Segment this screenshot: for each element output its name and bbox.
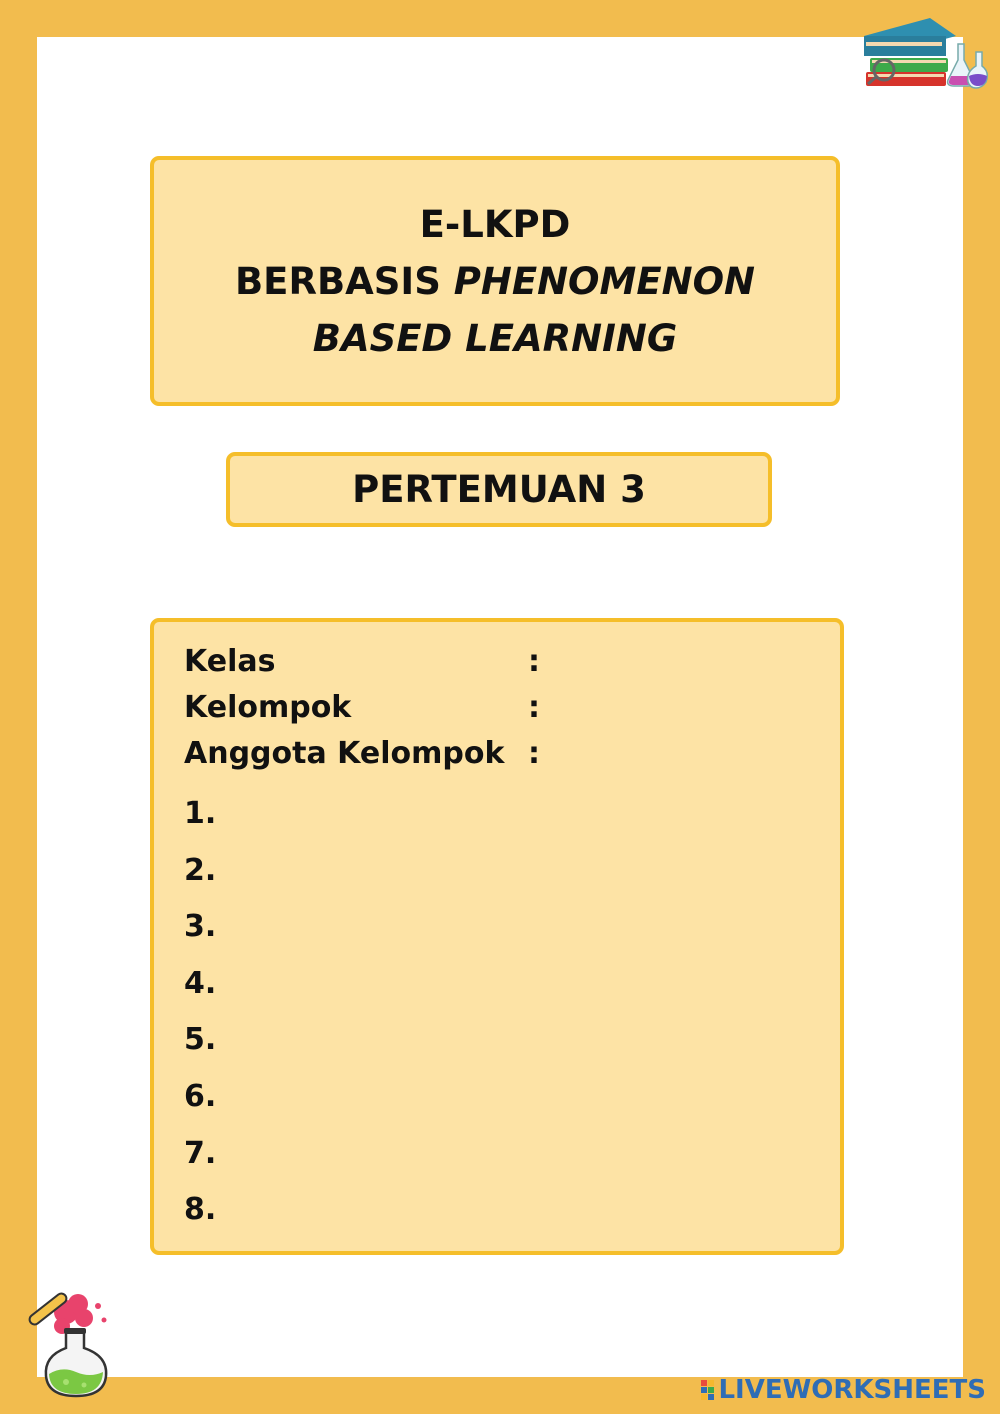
member-item-3[interactable]: 3.: [184, 909, 217, 944]
member-item-7[interactable]: 7.: [184, 1136, 217, 1171]
field-colon: :: [528, 690, 540, 725]
member-item-1[interactable]: 1.: [184, 796, 217, 831]
member-item-8[interactable]: 8.: [184, 1192, 217, 1227]
session-label: PERTEMUAN 3: [352, 468, 646, 511]
title-line-2: [235, 253, 755, 310]
member-item-5[interactable]: 5.: [184, 1022, 217, 1057]
title-line-3: [313, 310, 677, 367]
field-colon: :: [528, 736, 540, 771]
member-item-6[interactable]: 6.: [184, 1079, 217, 1114]
field-label: Kelompok: [184, 690, 352, 725]
title-line-2-italic: PHENOMENON: [453, 259, 755, 303]
field-label: Kelas: [184, 644, 276, 679]
brand-name: LIVEWORKSHEETS: [718, 1375, 986, 1405]
field-colon: :: [528, 644, 540, 679]
group-info-box: [150, 618, 844, 1255]
liveworksheets-branding[interactable]: [701, 1375, 986, 1405]
field-label: Anggota Kelompok: [184, 736, 505, 771]
member-item-4[interactable]: 4.: [184, 966, 217, 1001]
title-line-2-prefix: BERBASIS: [234, 259, 454, 303]
flask-icon: [22, 1290, 134, 1400]
liveworksheets-logo-icon: [701, 1380, 714, 1400]
member-item-2[interactable]: 2.: [184, 853, 217, 888]
title-line-1: E-LKPD: [419, 202, 571, 246]
session-box: [226, 452, 772, 527]
title-line-3-italic: BASED LEARNING: [312, 316, 678, 360]
books-icon: [860, 14, 990, 104]
title-box: [150, 156, 840, 406]
